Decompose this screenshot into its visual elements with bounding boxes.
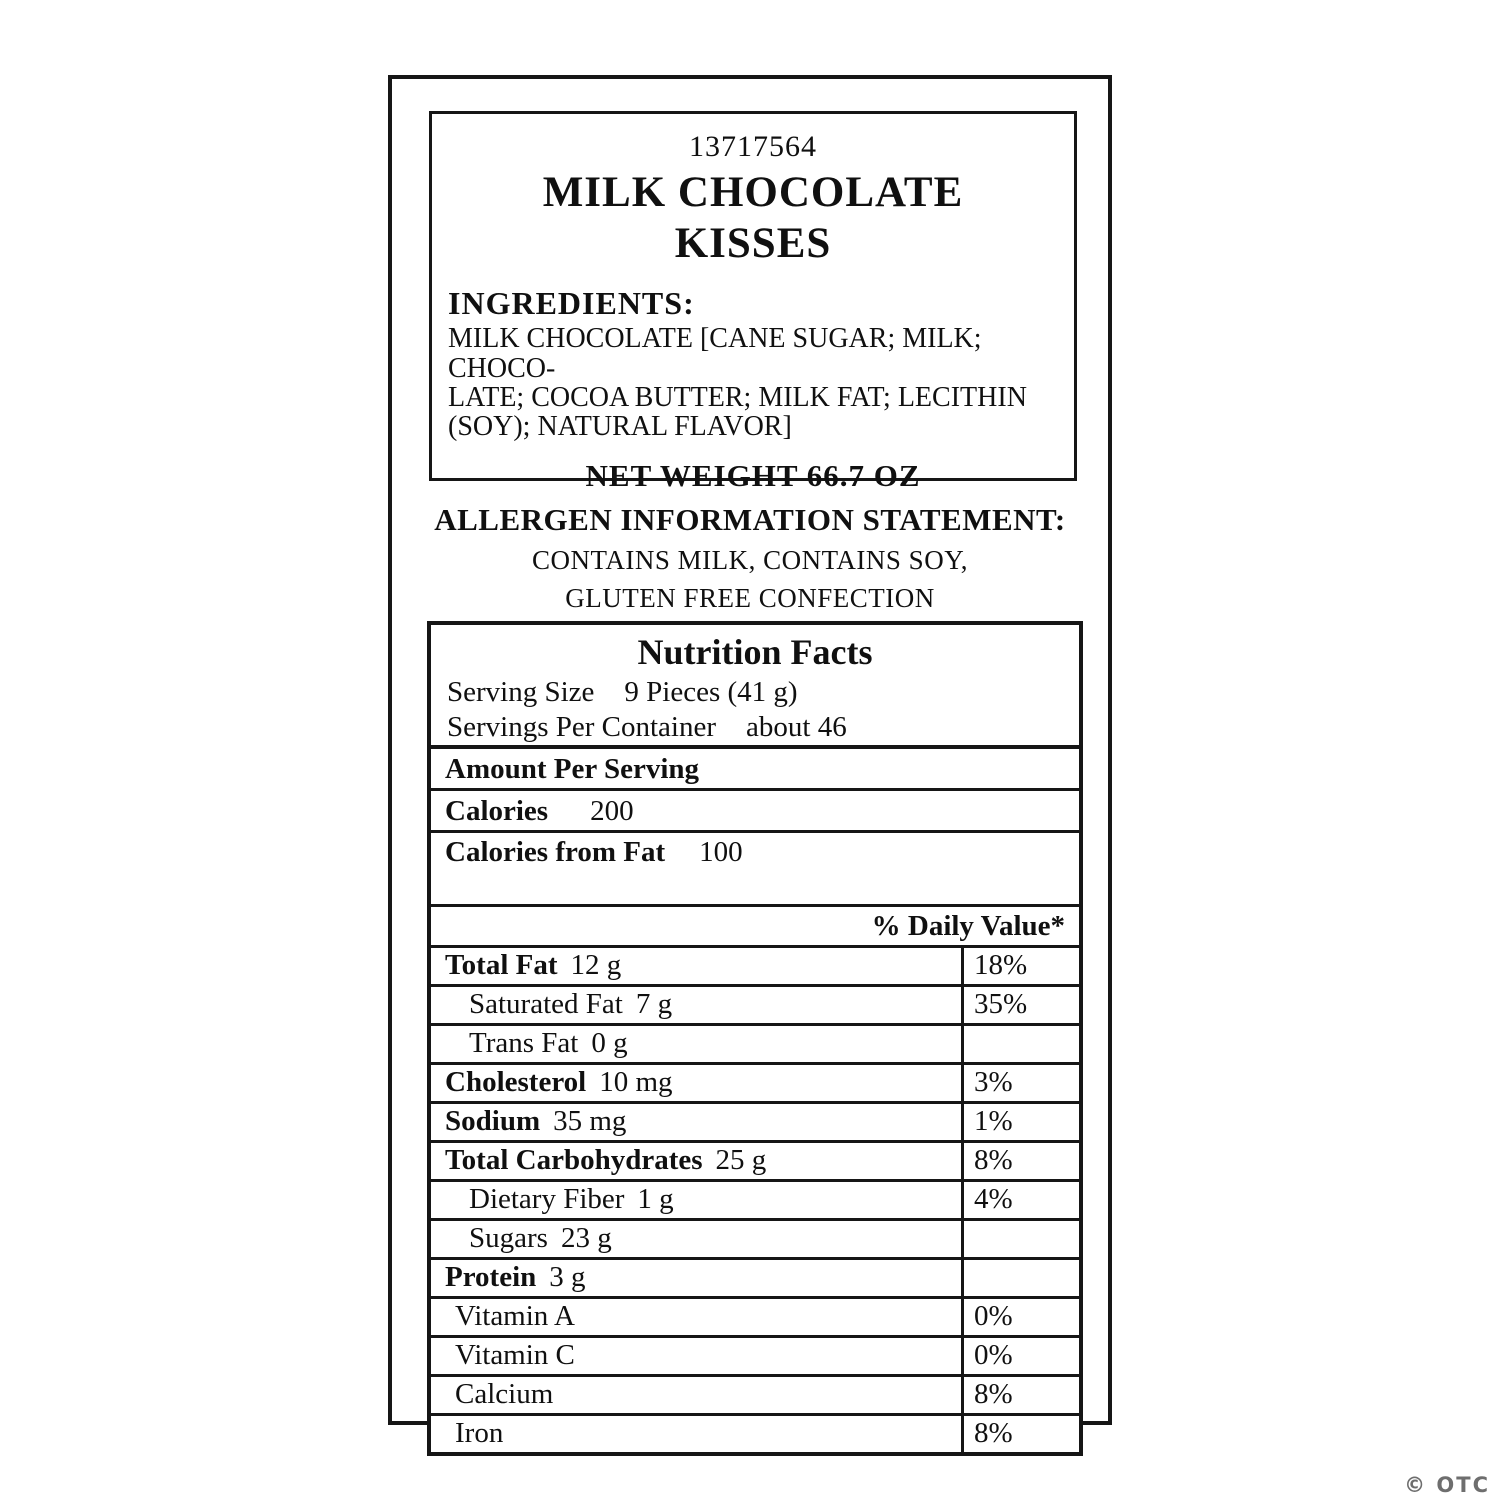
daily-value-cell: 3%: [961, 1065, 1079, 1101]
nutrition-row: [431, 1182, 1079, 1221]
nutrient-cell: [431, 1026, 961, 1062]
nutrient-cell: [431, 1260, 961, 1296]
daily-value-cell: [961, 1221, 1079, 1257]
nutrition-row: [431, 1416, 1079, 1452]
nutrient-cell: [431, 1416, 961, 1452]
product-info-box: [429, 111, 1077, 493]
nutrient-cell: [431, 1299, 961, 1335]
ingredients-line: MILK CHOCOLATE [CANE SUGAR; MILK; CHOCO-: [448, 323, 982, 384]
nutrient-label: Sugars: [469, 1222, 548, 1254]
daily-value-cell: 35%: [961, 987, 1079, 1023]
nutrient-label: Protein: [445, 1261, 537, 1293]
nutrient-amount: 0 g: [591, 1027, 628, 1059]
nutrient-amount: 3 g: [549, 1261, 586, 1293]
daily-value-cell: 18%: [961, 948, 1079, 984]
daily-value-cell: 1%: [961, 1104, 1079, 1140]
daily-value-cell: 8%: [961, 1377, 1079, 1413]
nutrient-amount: 7 g: [635, 988, 673, 1020]
nutrient-rows: [431, 948, 1079, 1452]
nutrient-amount: 25 g: [715, 1144, 767, 1176]
nutrient-label: Trans Fat: [469, 1027, 579, 1059]
calories-from-fat-value: 100: [699, 836, 743, 868]
nutrient-label: Sodium: [445, 1105, 541, 1137]
nutrient-cell: [431, 1182, 961, 1218]
serving-size-row: [431, 675, 1079, 710]
serving-size-value: 9 Pieces (41 g): [624, 676, 798, 708]
serving-size-label: Serving Size: [447, 676, 595, 708]
daily-value-cell: [961, 1260, 1079, 1296]
nutrition-row: [431, 1260, 1079, 1299]
nutrient-amount: 10 mg: [599, 1066, 673, 1098]
ingredients-line: (SOY); NATURAL FLAVOR]: [448, 410, 792, 442]
nutrient-cell: [431, 1221, 961, 1257]
item-number: 13717564: [689, 130, 817, 163]
nutrient-label: Dietary Fiber: [469, 1183, 625, 1215]
nutrient-amount: 1 g: [637, 1183, 674, 1215]
servings-per-container-label: Servings Per Container: [447, 711, 717, 743]
allergen-line2: GLUTEN FREE CONFECTION: [565, 583, 935, 613]
nutrient-label: Total Carbohydrates: [445, 1144, 703, 1176]
ingredients-text: [448, 324, 1060, 440]
nutrition-row: [431, 1299, 1079, 1338]
nutrient-cell: [431, 1104, 961, 1140]
nutrient-label: Vitamin A: [455, 1300, 575, 1332]
nutrition-row: [431, 1338, 1079, 1377]
nutrient-cell: [431, 1377, 961, 1413]
nutrient-cell: [431, 987, 961, 1023]
daily-value-cell: 0%: [961, 1299, 1079, 1335]
nutrient-label: Calcium: [455, 1378, 554, 1410]
nutrient-label: Saturated Fat: [469, 988, 623, 1020]
nutrient-cell: [431, 1143, 961, 1179]
nutrition-row: [431, 1104, 1079, 1143]
product-title-line2: KISSES: [674, 219, 832, 267]
daily-value-cell: 8%: [961, 1416, 1079, 1452]
nutrient-cell: [431, 948, 961, 984]
calories-from-fat-row: [431, 833, 1079, 907]
ingredients-line: LATE; COCOA BUTTER; MILK FAT; LECITHIN: [448, 381, 1027, 413]
nutrition-row: [431, 1143, 1079, 1182]
daily-value-cell: 0%: [961, 1338, 1079, 1374]
net-weight: NET WEIGHT 66.7 OZ: [585, 457, 921, 493]
product-title: [432, 168, 1074, 269]
nutrition-row: [431, 1026, 1079, 1065]
nutrient-label: Iron: [455, 1417, 504, 1449]
nutrient-amount: 12 g: [570, 949, 622, 981]
label-outer-frame: [388, 75, 1112, 1449]
calories-from-fat-label: Calories from Fat: [445, 836, 666, 868]
nutrition-facts-panel: [427, 621, 1083, 1456]
nutrient-label: Cholesterol: [445, 1066, 587, 1098]
daily-value-cell: 4%: [961, 1182, 1079, 1218]
calories-row: [431, 791, 1079, 833]
nutrient-label: Vitamin C: [455, 1339, 575, 1371]
allergen-heading: ALLERGEN INFORMATION STATEMENT:: [434, 502, 1066, 537]
calories-label: Calories: [445, 795, 549, 827]
calories-value: 200: [590, 795, 634, 827]
daily-value-header: % Daily Value*: [431, 907, 1079, 948]
nutrient-label: Total Fat: [445, 949, 558, 981]
allergen-statement: [392, 502, 1108, 614]
servings-per-container-value: about 46: [746, 711, 847, 743]
nutrition-row: [431, 1377, 1079, 1416]
otc-watermark: © OTC: [1404, 1473, 1490, 1497]
nutrient-cell: [431, 1338, 961, 1374]
nutrition-row: [431, 1065, 1079, 1104]
nutrient-cell: [431, 1065, 961, 1101]
nutrition-row: [431, 987, 1079, 1026]
daily-value-cell: [961, 1026, 1079, 1062]
nutrient-amount: 23 g: [560, 1222, 612, 1254]
product-title-line1: MILK CHOCOLATE: [542, 169, 964, 216]
allergen-line1: CONTAINS MILK, CONTAINS SOY,: [532, 545, 968, 575]
daily-value-cell: 8%: [961, 1143, 1079, 1179]
nutrient-amount: 35 mg: [553, 1105, 627, 1137]
amount-per-serving-header: Amount Per Serving: [431, 749, 1079, 791]
nutrition-row: [431, 948, 1079, 987]
nutrition-row: [431, 1221, 1079, 1260]
ingredients-heading: INGREDIENTS:: [448, 285, 695, 322]
nutrition-facts-title: Nutrition Facts: [637, 632, 873, 672]
servings-per-container-row: [431, 710, 1079, 749]
